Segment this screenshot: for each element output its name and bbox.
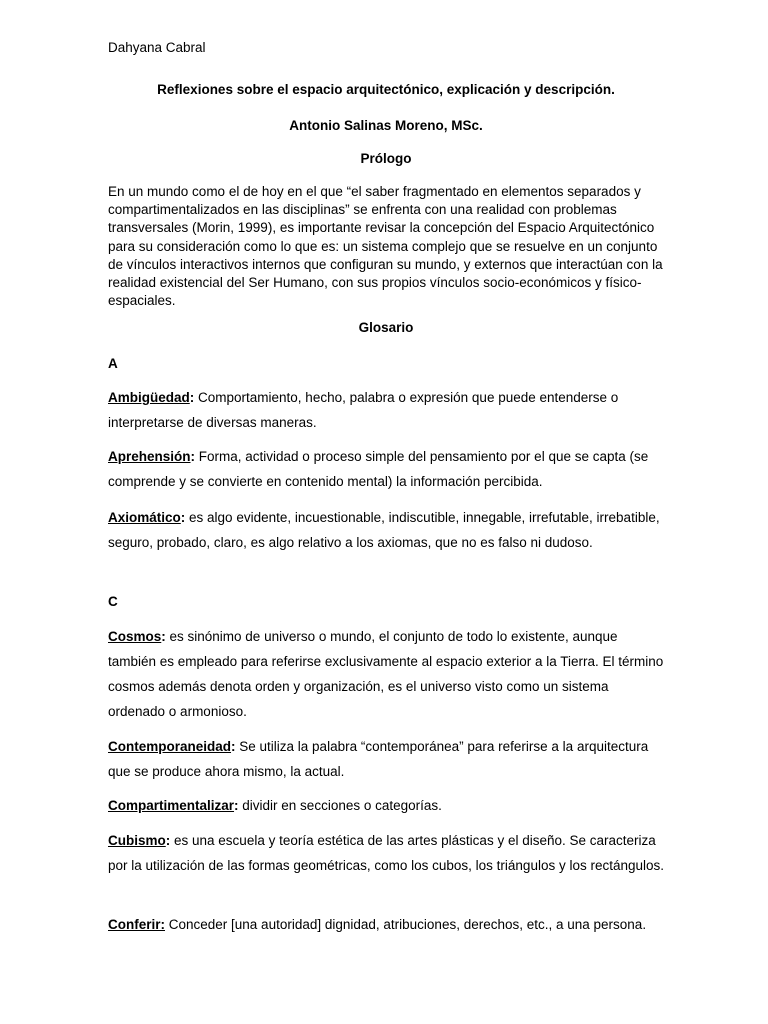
glossary-term: Contemporaneidad [108,739,232,754]
glossary-letter-c: C [108,594,118,609]
glossary-entry: Cubismo: es una escuela y teoría estética de las artes plásticas y el diseño. Se caracteriza por la utilización de las formas geométricas, como los cubos, los triángulos y los rectángulos. [108,833,665,873]
glossary-term: Aprehensión [108,449,191,464]
glossary-term: Ambigüedad [108,390,190,405]
header-author: Dahyana Cabral [108,40,206,55]
glossary-definition: Comportamiento, hecho, palabra o expresión que puede entenderse o interpretarse de diversas maneras. [108,390,619,430]
glossary-term: Cosmos [108,629,162,644]
glossary-term: Cubismo [108,833,166,848]
prologue-heading: Prólogo [360,151,412,166]
glossary-term: Axiomático [108,510,181,525]
document-title: Reflexiones sobre el espacio arquitectónico, explicación y descripción. [157,82,615,97]
glossary-entry: Aprehensión: Forma, actividad o proceso simple del pensamiento por el que se capta (se comprende y se convierte en contenido mental) la información percibida. [108,449,649,489]
glossary-entry: Cosmos: es sinónimo de universo o mundo, el conjunto de todo lo existente, aunque también es empleado para referirse exclusivamente al espacio exterior a la Tierra. El término cosmos además denota orden y organización, es el universo visto como un sistema ordenado o armonioso. [108,629,664,719]
glossary-entry: Contemporaneidad: Se utiliza la palabra “contemporánea” para referirse a la arquitectura que se produce ahora mismo, la actual. [108,739,649,779]
glossary-definition: es sinónimo de universo o mundo, el conjunto de todo lo existente, aunque también es empleado para referirse exclusivamente al espacio exterior a la Tierra. El término cosmos además denota orden y organización, es el universo visto como un sistema ordenado o armonioso. [108,629,664,719]
glossary-entry [108,912,664,937]
glossary-definition: Forma, actividad o proceso simple del pensamiento por el que se capta (se comprende y se convierte en contenido mental) la información percibida. [108,449,649,489]
document-byline: Antonio Salinas Moreno, MSc. [289,118,483,133]
prologue-paragraph: En un mundo como el de hoy en el que “el saber fragmentado en elementos separados y compartimentalizados en las disciplinas” se enfrenta con una realidad con problemas transversales (Morin, 1999), es importante revisar la concepción del Espacio Arquitectónico para su consideración como lo que es: un sistema complejo que se resuelve en un conjunto de vínculos interactivos internos que configuran su mundo, y externos que interactúan con la realidad existencial del Ser Humano, con sus propios vínculos socio-económicos y físico-espaciales. [108,184,663,309]
glossary-definition: Se utiliza la palabra “contemporánea” para referirse a la arquitectura que se produce ahora mismo, la actual. [108,739,649,779]
glossary-definition: Conceder [una autoridad] dignidad, atribuciones, derechos, etc., a una persona. [165,917,647,932]
glossary-entry: Compartimentalizar: dividir en secciones o categorías. [108,798,442,813]
glossary-letter-a: A [108,356,118,371]
glossary-heading: Glosario [358,320,414,335]
glossary-definition: es una escuela y teoría estética de las artes plásticas y el diseño. Se caracteriza por la utilización de las formas geométricas, como los cubos, los triángulos y los rectángulos. [108,833,665,873]
glossary-term: Compartimentalizar [108,798,235,813]
glossary-definition: es algo evidente, incuestionable, indiscutible, innegable, irrefutable, irrebatible, seguro, probado, claro, es algo relativo a los axiomas, que no es falso ni dudoso. [108,510,660,550]
glossary-entry: Axiomático: es algo evidente, incuestionable, indiscutible, innegable, irrefutable, irrebatible, seguro, probado, claro, es algo relativo a los axiomas, que no es falso ni dudoso. [108,510,660,550]
glossary-term: Conferir: [108,917,165,932]
glossary-entry: Ambigüedad: Comportamiento, hecho, palabra o expresión que puede entenderse o interpretarse de diversas maneras. [108,390,619,430]
glossary-definition: dividir en secciones o categorías. [238,798,442,813]
